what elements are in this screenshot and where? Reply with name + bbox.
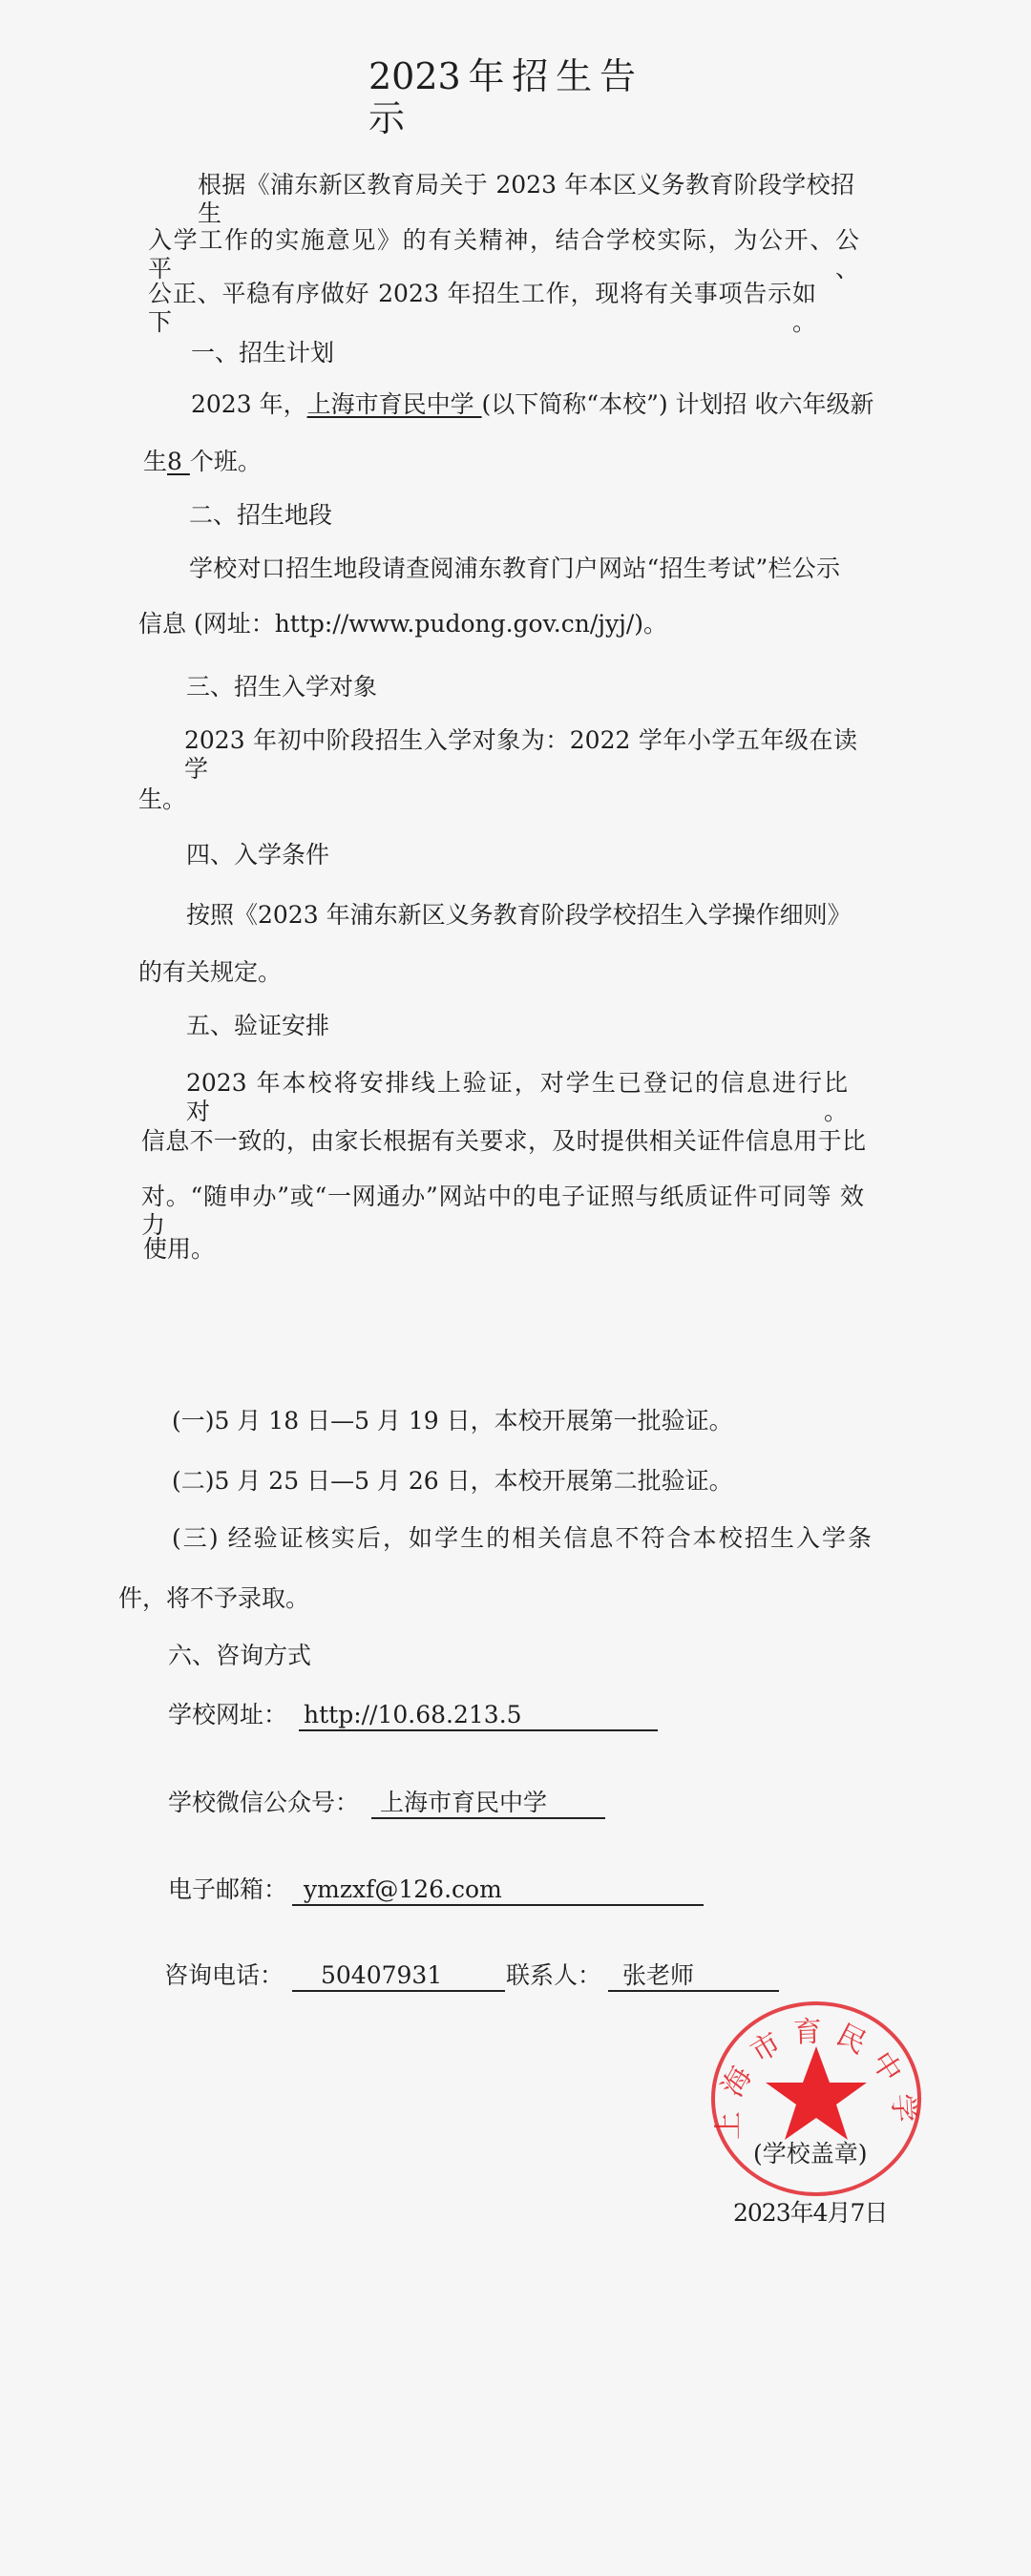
class-count: 8 bbox=[167, 448, 190, 475]
section-heading: 三、招生入学对象 bbox=[186, 673, 378, 701]
section-heading: 五、验证安排 bbox=[186, 1012, 330, 1039]
plan-line bbox=[143, 448, 262, 476]
seal-text: 上海市育民中学 bbox=[711, 2015, 922, 2140]
seal-note: (学校盖章) bbox=[753, 2140, 868, 2168]
body-line: 生。 bbox=[138, 785, 187, 813]
text: (以下简称“本校”) 计划招 收六年级新 bbox=[481, 390, 874, 418]
wechat-value: 上海市育民中学 bbox=[380, 1789, 548, 1816]
intro-line: 公正、平稳有序做好 2023 年招生工作，现将有关事项告示如下。 bbox=[148, 280, 816, 336]
phone-label: 咨询电话： bbox=[164, 1961, 284, 1989]
plan-line bbox=[191, 390, 874, 419]
email-value: ymzxf@126.com bbox=[304, 1875, 502, 1903]
text: 个班。 bbox=[189, 448, 262, 475]
issue-date: 2023年4月7日 bbox=[733, 2199, 888, 2227]
body-line: 2023 年本校将安排线上验证，对学生已登记的信息进行比对。 bbox=[186, 1069, 848, 1125]
body-line: 信息 (网址：http://www.pudong.gov.cn/jyj/)。 bbox=[138, 610, 668, 638]
contact-value: 张老师 bbox=[622, 1961, 695, 1989]
text: 2023 年， bbox=[191, 390, 307, 418]
section-heading: 四、入学条件 bbox=[186, 841, 330, 869]
email-underline bbox=[292, 1904, 704, 1906]
verify-item: (一)5 月 18 日—5 月 19 日，本校开展第一批验证。 bbox=[172, 1407, 733, 1435]
phone-underline bbox=[292, 1990, 505, 1992]
intro-line: 根据《浦东新区教育局关于 2023 年本区义务教育阶段学校招生 bbox=[198, 171, 854, 227]
wechat-underline bbox=[371, 1817, 605, 1819]
body-line: 的有关规定。 bbox=[138, 958, 283, 986]
body-line: 按照《2023 年浦东新区义务教育阶段学校招生入学操作细则》 bbox=[186, 901, 852, 929]
page-title: 2023年招生告示 bbox=[368, 55, 636, 139]
intro-line: 入学工作的实施意见》的有关精神，结合学校实际，为公开、公平、 bbox=[148, 226, 859, 283]
school-name: 上海市育民中学 bbox=[306, 390, 482, 418]
section-heading: 二、招生地段 bbox=[189, 501, 333, 529]
section-heading: 一、招生计划 bbox=[191, 339, 335, 367]
body-line: 使用。 bbox=[143, 1235, 216, 1263]
website-underline bbox=[299, 1729, 658, 1731]
verify-item: (三) 经验证核实后，如学生的相关信息不符合本校招生入学条 bbox=[172, 1524, 872, 1552]
verify-item: 件，将不予录取。 bbox=[118, 1584, 310, 1612]
wechat-label: 学校微信公众号： bbox=[168, 1789, 360, 1816]
body-line: 对。“随申办”或“一网通办”网站中的电子证照与纸质证件可同等 效力 bbox=[141, 1183, 864, 1239]
text: 生 bbox=[143, 448, 168, 475]
phone-value: 50407931 bbox=[321, 1961, 443, 1989]
school-seal bbox=[706, 1989, 926, 2209]
body-line: 信息不一致的，由家长根据有关要求，及时提供相关证件信息用于比 bbox=[141, 1127, 866, 1155]
verify-item: (二)5 月 25 日—5 月 26 日，本校开展第二批验证。 bbox=[172, 1467, 733, 1495]
body-line: 学校对口招生地段请查阅浦东教育门户网站“招生考试”栏公示 bbox=[189, 555, 840, 582]
website-label: 学校网址： bbox=[168, 1701, 288, 1728]
website-value: http://10.68.213.5 bbox=[304, 1701, 522, 1728]
contact-label: 联系人： bbox=[506, 1961, 602, 1989]
section-heading: 六、咨询方式 bbox=[168, 1642, 312, 1669]
star-icon bbox=[766, 2046, 867, 2140]
email-label: 电子邮箱： bbox=[168, 1875, 288, 1903]
body-line: 2023 年初中阶段招生入学对象为：2022 学年小学五年级在读学 bbox=[184, 726, 857, 783]
